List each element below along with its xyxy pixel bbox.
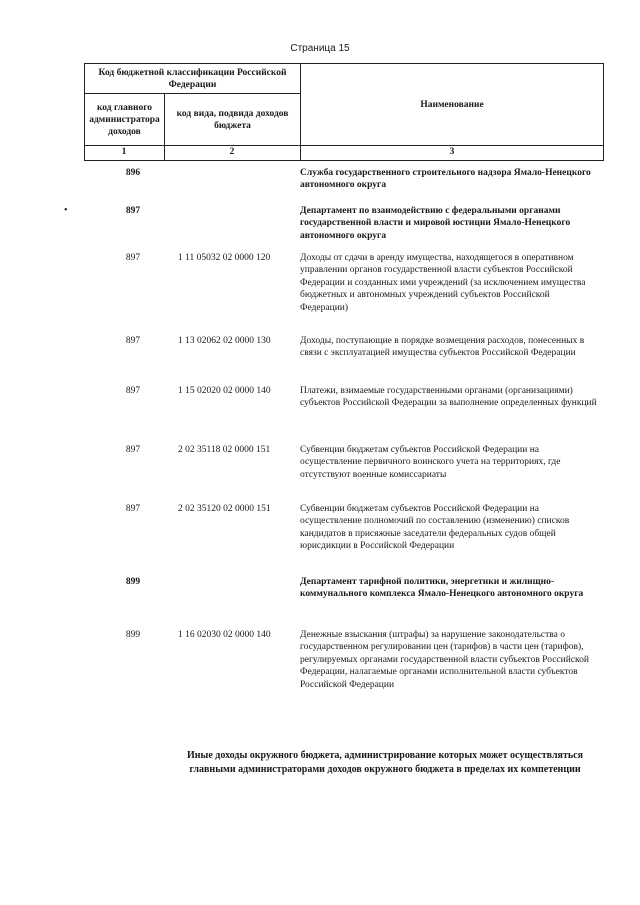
admin-code: 897 [125, 504, 141, 514]
revenue-description: Департамент по взаимодействию с федеральными органами государственной власти и мировой юстиции Ямало-Ненецкого автономного округа [300, 206, 571, 241]
revenue-description: Доходы, поступающие в порядке возмещения расходов, понесенных в связи с эксплуатацией имущества субъектов Российской Федерации [300, 336, 585, 359]
header-num-1: 1 [121, 147, 127, 157]
margin-mark: • [64, 205, 68, 216]
revenue-description: Платежи, взимаемые государственными органами (организациями) субъектов Российской Федерации за выполнение определенных функций [300, 386, 597, 409]
revenue-code: 1 11 05032 02 0000 120 [178, 253, 271, 263]
admin-code: 896 [125, 168, 141, 178]
revenue-code: 1 15 02020 02 0000 140 [178, 386, 271, 396]
header-col-code: код вида, подвида доходов бюджета [176, 108, 289, 131]
admin-code: 897 [125, 386, 141, 396]
revenue-code: 1 13 02062 02 0000 130 [178, 336, 271, 346]
admin-code: 897 [125, 445, 141, 455]
page-number: Страница 15 [290, 43, 350, 54]
revenue-code: 2 02 35118 02 0000 151 [178, 445, 271, 455]
revenue-code: 2 02 35120 02 0000 151 [178, 504, 271, 514]
revenue-description: Субвенции бюджетам субъектов Российской Федерации на осуществление полномочий по составлению (изменению) списков кандидатов в присяжные заседатели федеральных судов общей юрисдикции в Российской Федерации [300, 504, 570, 552]
header-num-2: 2 [229, 147, 235, 157]
admin-code: 899 [125, 577, 141, 587]
admin-code: 899 [125, 630, 141, 640]
revenue-description: Департамент тарифной политики, энергетики и жилищно-коммунального комплекса Ямало-Ненецкого автономного округа [300, 577, 584, 600]
header-col-admin: код главного администратора доходов [89, 102, 160, 137]
section-heading: Иные доходы окружного бюджета, администрирование которых может осуществляться главными администраторами доходов окружного бюджета в пределах их компетенции [186, 750, 584, 775]
revenue-code: 1 16 02030 02 0000 140 [178, 630, 271, 640]
header-num-3: 3 [449, 147, 455, 157]
header-numbers-divider [84, 145, 604, 146]
revenue-description: Денежные взыскания (штрафы) за нарушение законодательства о государственном регулировании цен (тарифов) в части цен (тарифов), регулируемых органами государственной власти субъектов Российской Федерации, налагаемые органами исполнительной власти субъектов Российской Федерации [300, 630, 590, 690]
revenue-description: Доходы от сдачи в аренду имущества, находящегося в оперативном управлении органов государственной власти субъектов Российской Федерации и созданных ими учреждений (за исключением имущества бюджетных и автономных учреждений субъектов Российской Федерации) [300, 253, 586, 313]
header-group-title: Код бюджетной классификации Российской Федерации [98, 67, 287, 90]
admin-code: 897 [125, 336, 141, 346]
admin-code: 897 [125, 253, 141, 263]
table-header [84, 63, 604, 161]
header-bottom-border [84, 160, 604, 161]
revenue-description: Служба государственного строительного надзора Ямало-Ненецкого автономного округа [300, 168, 591, 191]
admin-code: 897 [125, 206, 141, 216]
revenue-description: Субвенции бюджетам субъектов Российской Федерации на осуществление первичного воинского учета на территориях, где отсутствуют военные комиссариаты [300, 445, 561, 480]
header-col-name: Наименование [420, 99, 484, 110]
